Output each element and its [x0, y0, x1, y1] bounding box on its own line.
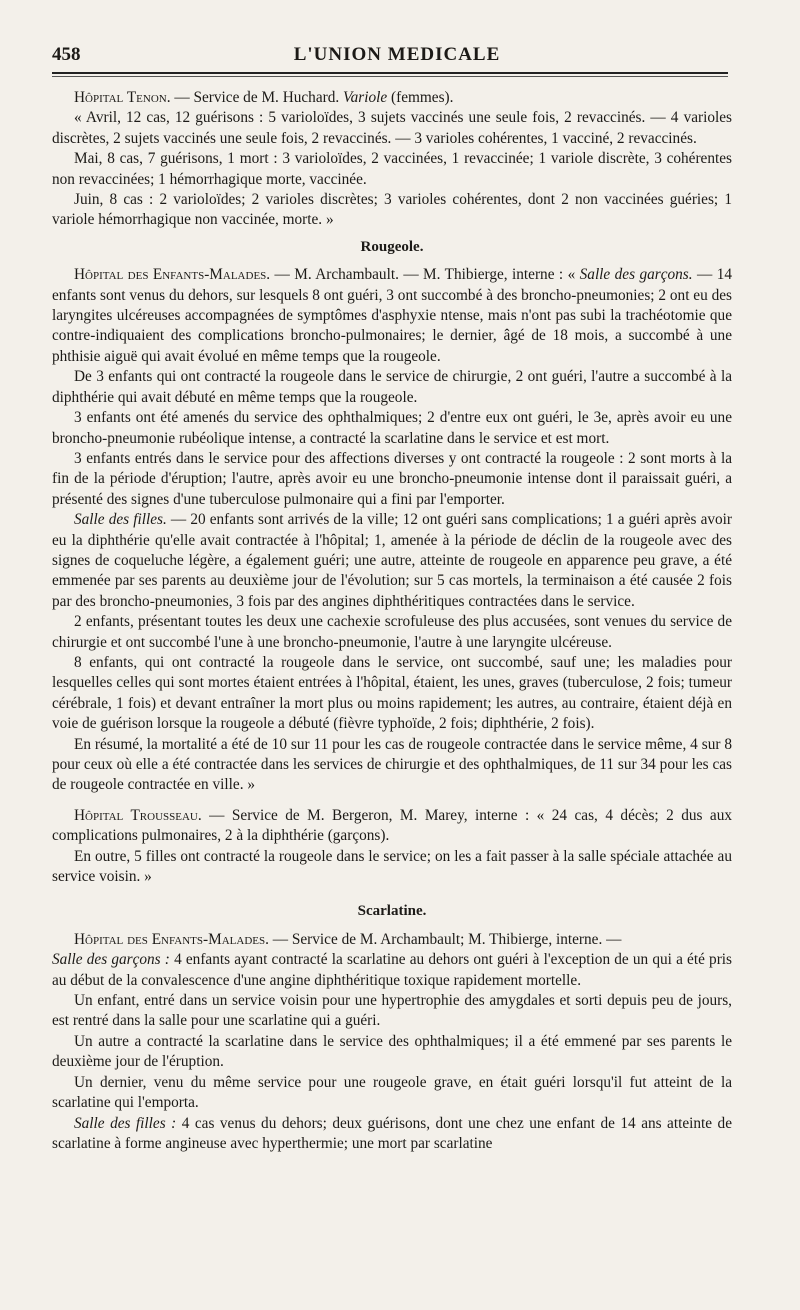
scarlatine-title: Hôpital des Enfants-Malades. — Service de M. Archambault; M. Thibierge, interne. —: [74, 930, 622, 948]
page-number: 458: [52, 44, 81, 65]
paragraph: 2 enfants, présentant toutes les deux une cachexie scrofuleuse des plus accusées, sont venues du service de chirurgie et ont succombé l'une à une broncho-pneumonie, l'autre à une laryngite ulcéreuse.: [52, 613, 732, 651]
trousseau-paragraph: Hôpital Trousseau. — Service de M. Bergeron, M. Marey, interne : « 24 cas, 4 décès; 2 dus aux complications pulmonaires, 2 à la diphthérie (garçons).: [52, 806, 733, 845]
tenon-may: Mai, 8 cas, 7 guérisons, 1 mort : 3 varioloïdes, 2 vaccinées, 1 revaccinée; 1 variole discrète, 3 cohérentes non revaccinées; 1 hémorrhagique morte, vaccinée.: [52, 150, 732, 188]
page-header: [52, 44, 742, 70]
scarlatine-garcons: Salle des garçons : 4 enfants ayant contracté la scarlatine au dehors ont guéri à l'exception de un qui a été pris au début de la convalescence d'une angine diphthéritique toxique rapidement mortelle.: [52, 951, 732, 989]
paragraph: 3 enfants entrés dans le service pour des affections diverses y ont contracté la rougeole : 2 sont morts à la fin de la période d'éruption; l'autre, après avoir eu une broncho-pneumonie intense dont il paraissait guéri, a présenté des signes d'une tuberculose pulmonaire qui a fini par l'emporter.: [52, 449, 732, 508]
paragraph: Un enfant, entré dans un service voisin pour une hypertrophie des amygdales et sorti depuis peu de jours, est rentré dans la salle pour une scarlatine qui a guéri.: [52, 992, 732, 1030]
scarlatine-filles: Salle des filles : 4 cas venus du dehors; deux guérisons, dont une chez une enfant de 14 ans atteinte de scarlatine à forme angineuse avec hyperthermie; une mort par scarlatine: [52, 1114, 732, 1152]
paragraph: Un dernier, venu du même service pour une rougeole grave, en était guéri lorsqu'il fut atteint de la scarlatine qui l'emporta.: [52, 1073, 732, 1112]
tenon-june: Juin, 8 cas : 2 varioloïdes; 2 varioles discrètes; 3 varioles cohérentes, dont 2 non vaccinées guéries; 1 variole hémorrhagique non vaccinée, morte. »: [52, 191, 732, 229]
section-heading-scarlatine: Scarlatine.: [357, 903, 427, 920]
paragraph: 3 enfants ont été amenés du service des ophthalmiques; 2 d'entre eux ont guéri, le 3e, après avoir eu une broncho-pneumonie rubéolique intense, a contracté la scarlatine dans le service et est mort.: [52, 409, 732, 447]
section-heading-rougeole: Rougeole.: [360, 238, 424, 255]
page-body: [52, 88, 732, 1154]
header-rule-thin: [52, 76, 728, 77]
paragraph: En outre, 5 filles ont contracté la rougeole dans le service; on les a fait passer à la salle spéciale attachée au service voisin. »: [52, 847, 732, 886]
tenon-april: « Avril, 12 cas, 12 guérisons : 5 varioloïdes, 3 sujets vaccinés une seule fois, 2 revaccinés. — 4 varioles discrètes, 2 sujets vaccinés une seule fois, 2 revaccinés. — 3 varioles cohérentes, 1 vacciné, 2 revaccinés.: [52, 109, 732, 147]
header-rule: [52, 72, 728, 74]
running-title: L'UNION MEDICALE: [293, 44, 501, 65]
paragraph: 8 enfants, qui ont contracté la rougeole dans le service, ont succombé, sauf une; les maladies pour lesquelles celles qui sont mortes étaient entrées à l'hôpital, étaient, les unes, graves (tuberculose, 2 fois; tumeur cérébrale, 1 fois) et devant entraîner la mort plus ou moins rapidement; les autres, au contraire, étaient déjà en voie de guérison lorsque la rougeole a débuté (fièvre typhoïde, 2 fois; diphthérie, 2 fois).: [52, 653, 732, 733]
paragraph: En résumé, la mortalité a été de 10 sur 11 pour les cas de rougeole contractée dans le service même, 4 sur 8 pour ceux où elle a été contractée dans les services de chirurgie et des ophthalmiques, de 11 sur 34 pour les cas de rougeole contractée en ville. »: [52, 735, 732, 794]
enfants-malades-garcons: Hôpital des Enfants-Malades. — M. Archambault. — M. Thibierge, interne : « Salle des garçons. — 14 enfants sont venus du dehors, sur lesquels 8 ont guéri, 3 ont succombé à des broncho-pneumonies; 2 ont eu des laryngites ulcéreuses accompagnées de symptômes d'asphyxie ntense, mais n'ont pas subi la trachéotomie que contre-indiquaient des complications broncho-pulmonaires; le dernier, âgé de 18 mois, a succombé à une phthisie aiguë qui avait évolué en même temps que la rougeole.: [52, 266, 732, 365]
paragraph: Un autre a contracté la scarlatine dans le service des ophthalmiques; il a été emmené par ses parents le deuxième jour de l'éruption.: [52, 1032, 732, 1071]
paragraph: De 3 enfants qui ont contracté la rougeole dans le service de chirurgie, 2 ont guéri, l'autre a succombé à la diphthérie qui avait débuté en même temps que la rougeole.: [52, 368, 732, 406]
salle-filles-paragraph: Salle des filles. — 20 enfants sont arrivés de la ville; 12 ont guéri sans complications; 1 a guéri après avoir eu la diphthérie qu'elle avait contractée à l'hôpital; 1, amenée à la période de déclin de la rougeole avec des signes de coqueluche légère, a également guéri; une autre, atteinte de rougeole en apparence peu grave, a été emmenée par ses parents au deuxième jour de l'évolution; sur 5 cas mortels, la terminaison a été causée 2 fois par des broncho-pneumonies, 3 fois par des angines diphthéritiques contractées dans le service.: [52, 511, 733, 610]
tenon-title: Hôpital Tenon. — Service de M. Huchard. Variole (femmes).: [74, 89, 454, 106]
